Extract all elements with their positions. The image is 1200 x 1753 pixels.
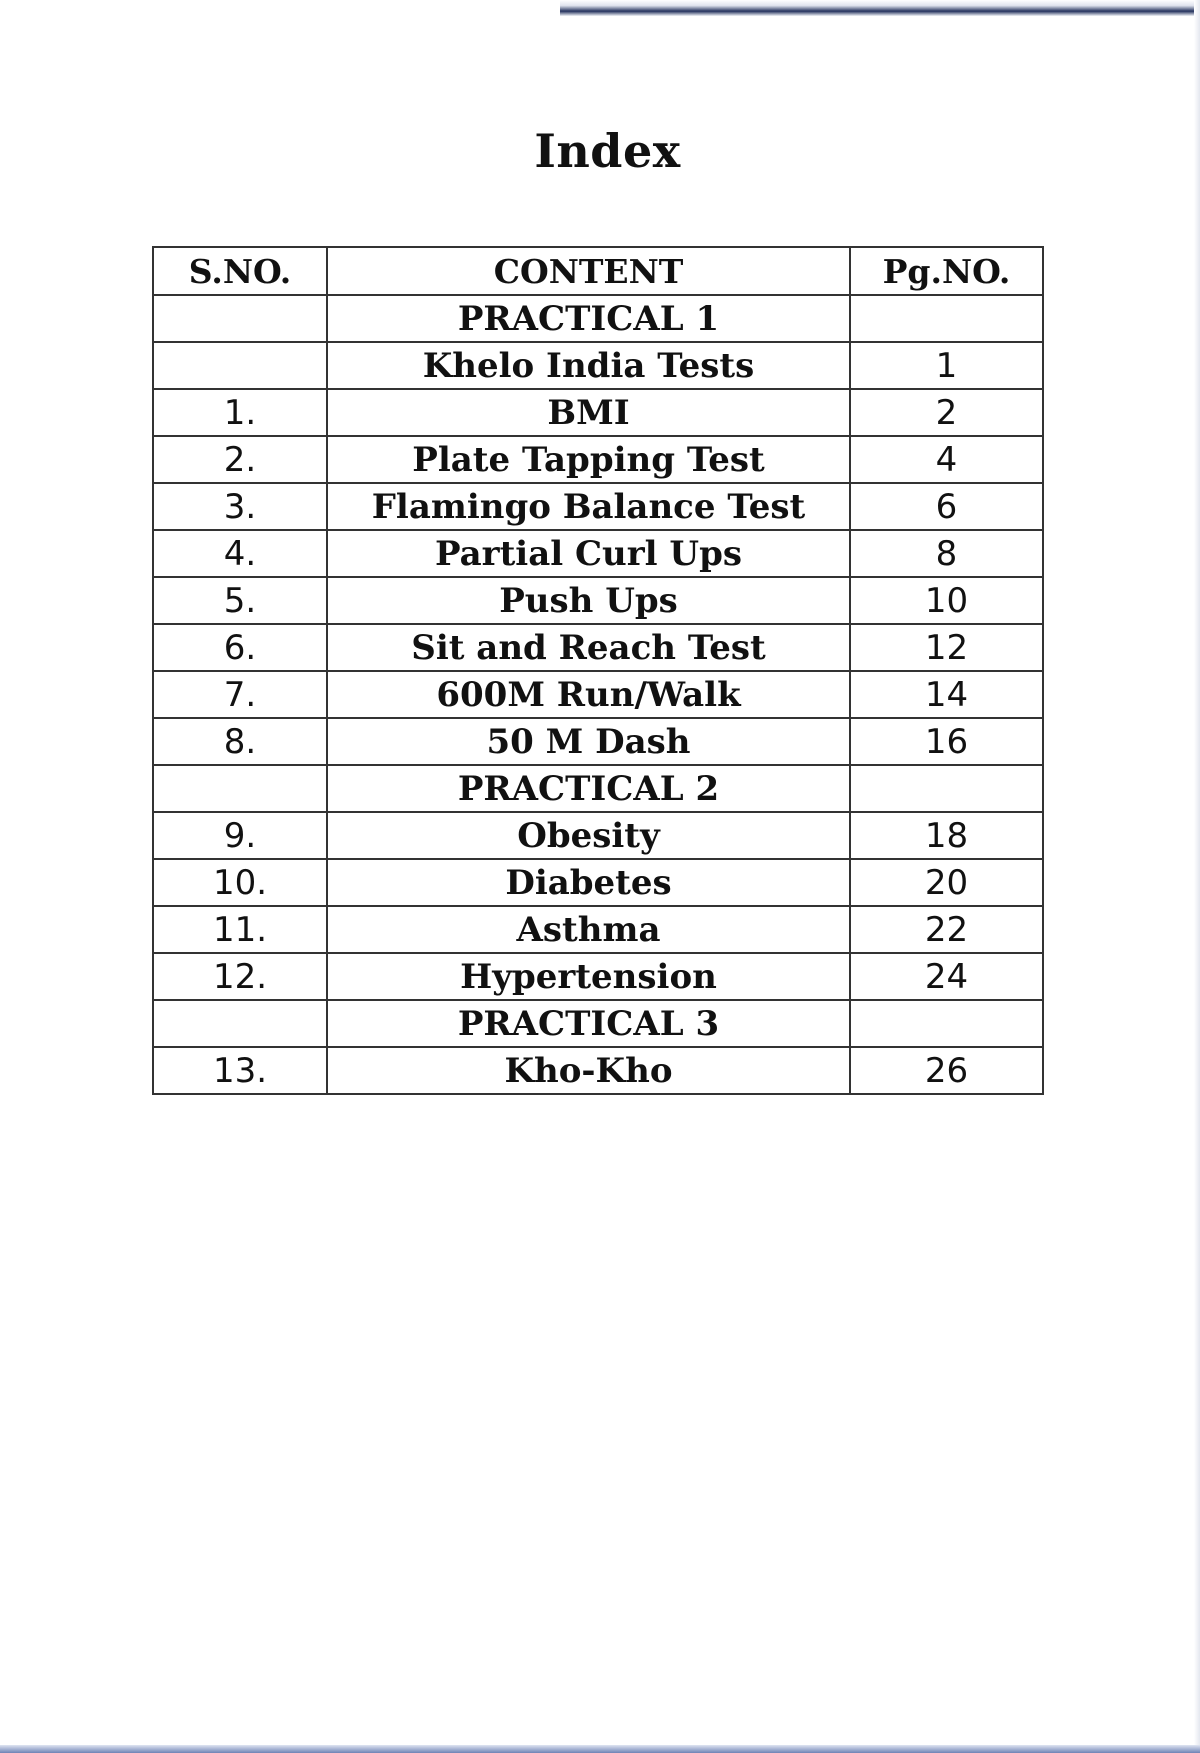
- table-row: [153, 577, 1043, 624]
- cell-page-number: 14: [850, 671, 1043, 718]
- table-header-row: [153, 247, 1043, 295]
- cell-page-number: 10: [850, 577, 1043, 624]
- cell-content: Plate Tapping Test: [327, 436, 850, 483]
- table-row: [153, 624, 1043, 671]
- cell-sno: 8.: [153, 718, 327, 765]
- cell-page-number: [850, 1000, 1043, 1047]
- cell-sno: 9.: [153, 812, 327, 859]
- header-sno: S.NO.: [153, 247, 327, 295]
- table-body: [153, 295, 1043, 1094]
- cell-content: PRACTICAL 1: [327, 295, 850, 342]
- table-row: [153, 906, 1043, 953]
- header-page-number: Pg.NO.: [850, 247, 1043, 295]
- cell-content: 600M Run/Walk: [327, 671, 850, 718]
- cell-content: Push Ups: [327, 577, 850, 624]
- cell-page-number: 22: [850, 906, 1043, 953]
- table-row: [153, 1047, 1043, 1094]
- cell-page-number: 18: [850, 812, 1043, 859]
- cell-content: BMI: [327, 389, 850, 436]
- cell-page-number: 1: [850, 342, 1043, 389]
- cell-content: PRACTICAL 2: [327, 765, 850, 812]
- cell-page-number: 20: [850, 859, 1043, 906]
- cell-sno: 3.: [153, 483, 327, 530]
- bottom-edge-bar: [0, 1745, 1200, 1753]
- cell-content: Sit and Reach Test: [327, 624, 850, 671]
- table-row: [153, 812, 1043, 859]
- cell-content: Asthma: [327, 906, 850, 953]
- table-row: [153, 859, 1043, 906]
- cell-sno: 7.: [153, 671, 327, 718]
- cell-content: Hypertension: [327, 953, 850, 1000]
- table-row: [153, 671, 1043, 718]
- cell-page-number: 12: [850, 624, 1043, 671]
- table-row: [153, 389, 1043, 436]
- cell-content: Diabetes: [327, 859, 850, 906]
- table-row: [153, 953, 1043, 1000]
- cell-sno: [153, 342, 327, 389]
- table-row: [153, 483, 1043, 530]
- cell-page-number: 26: [850, 1047, 1043, 1094]
- cell-page-number: 2: [850, 389, 1043, 436]
- cell-content: Flamingo Balance Test: [327, 483, 850, 530]
- cell-sno: 10.: [153, 859, 327, 906]
- section-row: [153, 295, 1043, 342]
- cell-sno: 1.: [153, 389, 327, 436]
- table-row: [153, 342, 1043, 389]
- cell-sno: 6.: [153, 624, 327, 671]
- cell-sno: 12.: [153, 953, 327, 1000]
- cell-sno: 4.: [153, 530, 327, 577]
- table-row: [153, 718, 1043, 765]
- cell-content: Kho-Kho: [327, 1047, 850, 1094]
- section-row: [153, 765, 1043, 812]
- cell-sno: [153, 765, 327, 812]
- top-edge-shadow: [560, 0, 1200, 16]
- cell-content: PRACTICAL 3: [327, 1000, 850, 1047]
- cell-content: Khelo India Tests: [327, 342, 850, 389]
- cell-sno: [153, 295, 327, 342]
- index-table: [152, 246, 1044, 1095]
- cell-sno: 11.: [153, 906, 327, 953]
- cell-page-number: 4: [850, 436, 1043, 483]
- cell-sno: 2.: [153, 436, 327, 483]
- cell-content: 50 M Dash: [327, 718, 850, 765]
- table-row: [153, 436, 1043, 483]
- right-edge-shadow: [1194, 0, 1200, 1753]
- cell-page-number: 8: [850, 530, 1043, 577]
- cell-sno: [153, 1000, 327, 1047]
- cell-page-number: 16: [850, 718, 1043, 765]
- cell-sno: 5.: [153, 577, 327, 624]
- header-content: CONTENT: [327, 247, 850, 295]
- cell-page-number: [850, 295, 1043, 342]
- cell-content: Obesity: [327, 812, 850, 859]
- section-row: [153, 1000, 1043, 1047]
- table-row: [153, 530, 1043, 577]
- cell-page-number: 24: [850, 953, 1043, 1000]
- cell-sno: 13.: [153, 1047, 327, 1094]
- cell-page-number: [850, 765, 1043, 812]
- page-title: Index: [534, 124, 681, 178]
- cell-page-number: 6: [850, 483, 1043, 530]
- cell-content: Partial Curl Ups: [327, 530, 850, 577]
